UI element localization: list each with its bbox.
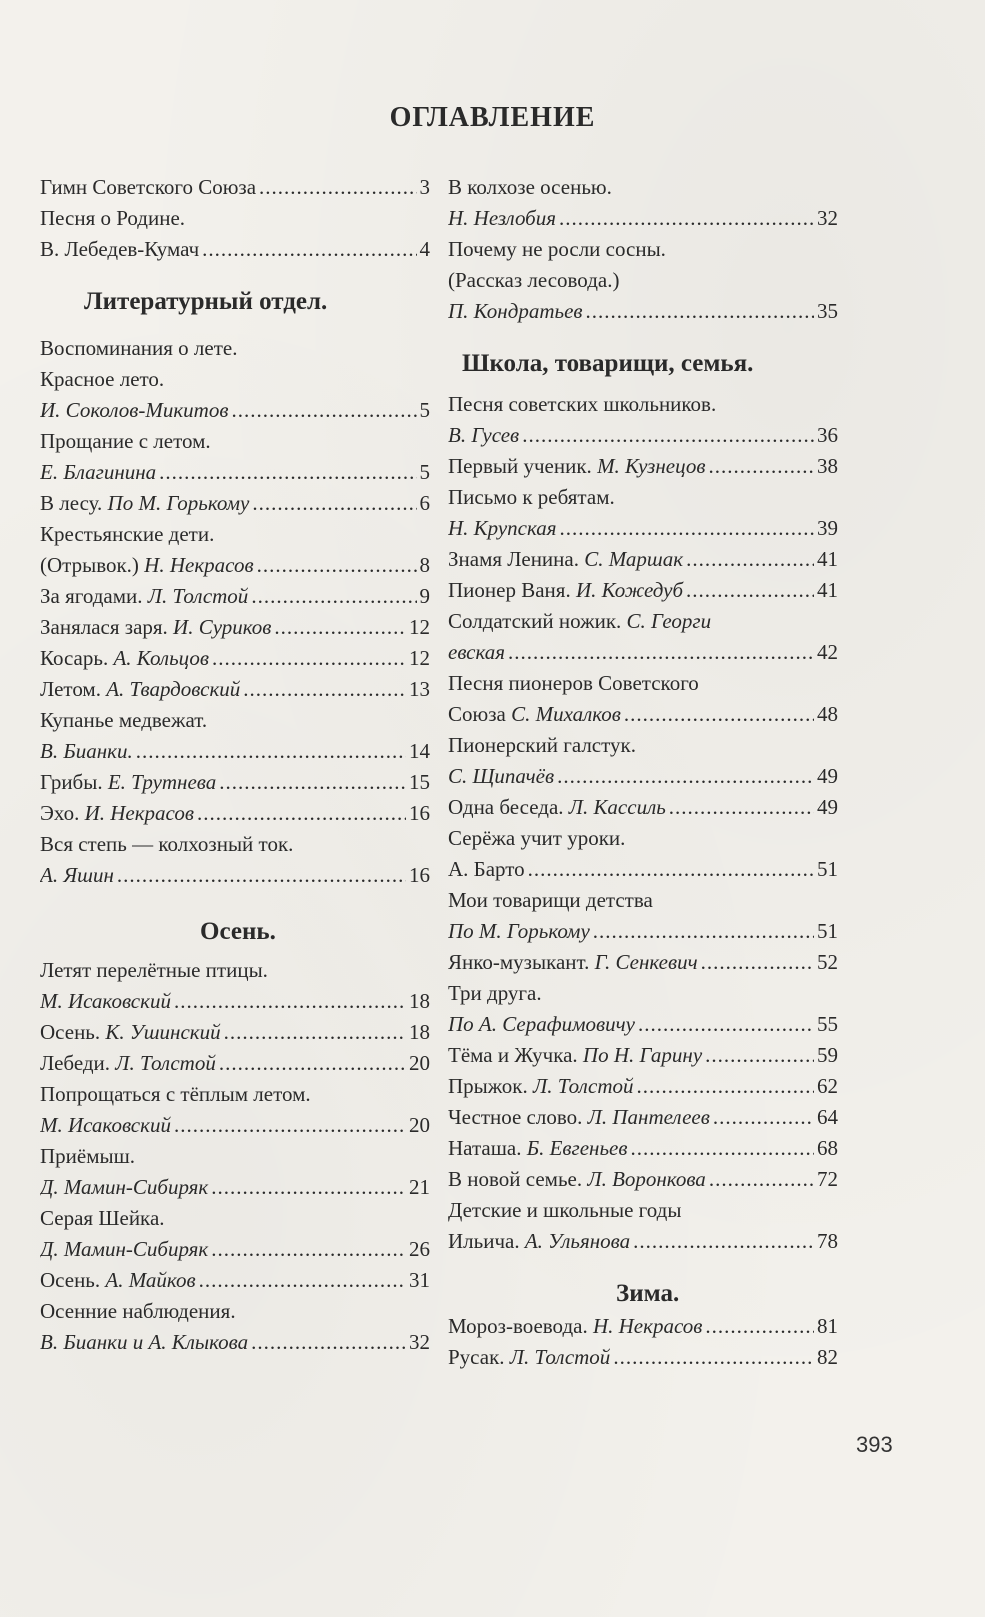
page-ref: 5 xyxy=(419,398,430,422)
dot-leader xyxy=(136,736,406,767)
toc-title-line: Прощание с летом. xyxy=(40,429,211,453)
dot-leader xyxy=(211,1234,406,1265)
dot-leader xyxy=(713,1102,814,1133)
toc-entry: В новой семье. Л. Воронкова ..... 72 xyxy=(448,1164,838,1195)
dot-leader xyxy=(586,296,814,327)
toc-title-line: Почему не росли сосны. xyxy=(448,237,666,261)
toc-entry: Н. Крупская ..... 39 xyxy=(448,513,838,544)
toc-entry: Честное слово. Л. Пантелеев ..... 64 xyxy=(448,1102,838,1133)
toc-entry: С. Щипачёв ..... 49 xyxy=(448,761,838,792)
toc-entry: Лебеди. Л. Толстой ..... 20 xyxy=(40,1048,430,1079)
toc-title-line: Красное лето. xyxy=(40,367,165,391)
section-heading-winter: Зима. xyxy=(616,1280,680,1307)
page-ref: 35 xyxy=(817,299,838,323)
toc-title-line: Пионерский галстук. xyxy=(448,733,636,757)
dot-leader xyxy=(251,1327,406,1358)
toc-entry: А. Барто ..... 51 xyxy=(448,854,838,885)
dot-leader xyxy=(528,854,814,885)
toc-entry: Н. Незлобия ..... 32 xyxy=(448,203,838,234)
dot-leader xyxy=(705,1040,814,1071)
page-ref: 68 xyxy=(817,1136,838,1160)
page-ref: 42 xyxy=(817,640,838,664)
toc-entry: И. Соколов-Микитов ..... 5 xyxy=(40,395,430,426)
page-ref: 8 xyxy=(419,553,430,577)
page-ref: 82 xyxy=(817,1345,838,1369)
toc-title-line: Песня советских школьников. xyxy=(448,392,717,416)
page-number: 393 xyxy=(856,1432,893,1457)
toc-right-column xyxy=(448,172,838,1373)
dot-leader xyxy=(251,581,416,612)
page-ref: 32 xyxy=(817,206,838,230)
toc-title-line: Крестьянские дети. xyxy=(40,522,215,546)
page-ref: 64 xyxy=(817,1105,838,1129)
dot-leader xyxy=(219,767,406,798)
page-ref: 72 xyxy=(817,1167,838,1191)
page-ref: 15 xyxy=(409,770,430,794)
toc-entry: Осень. А. Майков ..... 31 xyxy=(40,1265,430,1296)
page-ref: 55 xyxy=(817,1012,838,1036)
dot-leader xyxy=(212,643,406,674)
page-ref: 31 xyxy=(409,1268,430,1292)
section-heading-literary: Литературный отдел. xyxy=(84,288,328,315)
toc-entry: Косарь. А. Кольцов ..... 12 xyxy=(40,643,430,674)
toc-title-line: Песня о Родине. xyxy=(40,206,186,230)
toc-left-column xyxy=(40,172,430,1358)
toc-title-line: В колхозе осенью. xyxy=(448,175,612,199)
page-ref: 39 xyxy=(817,516,838,540)
page-ref: 12 xyxy=(409,646,430,670)
toc-entry: Грибы. Е. Трутнева ..... 15 xyxy=(40,767,430,798)
page-ref: 59 xyxy=(817,1043,838,1067)
page-ref: 16 xyxy=(409,863,430,887)
toc-entry: Гимн Советского Союза ..... 3 xyxy=(40,172,430,203)
page-ref: 3 xyxy=(419,175,430,199)
section-heading-school: Школа, товарищи, семья. xyxy=(462,350,754,377)
page-ref: 18 xyxy=(409,989,430,1013)
toc-entry: Осень. К. Ушинский ..... 18 xyxy=(40,1017,430,1048)
toc-title-line: Попрощаться с тёплым летом. xyxy=(40,1082,311,1106)
toc-title-line: Серая Шейка. xyxy=(40,1206,165,1230)
page-ref: 13 xyxy=(409,677,430,701)
page-title: ОГЛАВЛЕНИЕ xyxy=(389,102,596,133)
page-ref: 51 xyxy=(817,857,838,881)
dot-leader xyxy=(638,1009,814,1040)
toc-entry: Знамя Ленина. С. Маршак ..... 41 xyxy=(448,544,838,575)
dot-leader xyxy=(686,575,814,606)
dot-leader xyxy=(593,916,814,947)
page-ref: 32 xyxy=(409,1330,430,1354)
toc-entry: М. Исаковский ..... 18 xyxy=(40,986,430,1017)
toc-title-line: Серёжа учит уроки. xyxy=(448,826,626,850)
dot-leader xyxy=(705,1311,814,1342)
dot-leader xyxy=(624,699,814,730)
toc-entry: Е. Благинина ..... 5 xyxy=(40,457,430,488)
page-ref: 14 xyxy=(409,739,430,763)
toc-entry: П. Кондратьев ..... 35 xyxy=(448,296,838,327)
dot-leader xyxy=(224,1017,406,1048)
page-ref: 38 xyxy=(817,454,838,478)
toc-entry: евская ..... 42 xyxy=(448,637,838,668)
toc-entry: Эхо. И. Некрасов ..... 16 xyxy=(40,798,430,829)
toc-entry: (Отрывок.) Н. Некрасов ..... 8 xyxy=(40,550,430,581)
page-ref: 16 xyxy=(409,801,430,825)
page-ref: 6 xyxy=(419,491,430,515)
toc-title-line: Воспоминания о лете. xyxy=(40,336,238,360)
page-ref: 4 xyxy=(419,237,430,261)
page-ref: 41 xyxy=(817,578,838,602)
toc-entry: Русак. Л. Толстой ..... 82 xyxy=(448,1342,838,1373)
toc-title-line: Приёмыш. xyxy=(40,1144,136,1168)
dot-leader xyxy=(211,1172,406,1203)
dot-leader xyxy=(159,457,416,488)
page-ref: 20 xyxy=(409,1051,430,1075)
dot-leader xyxy=(252,488,416,519)
toc-entry: В лесу. По М. Горькому ..... 6 xyxy=(40,488,430,519)
toc-entry: М. Исаковский ..... 20 xyxy=(40,1110,430,1141)
page-ref: 12 xyxy=(409,615,430,639)
toc-entry: Первый ученик. М. Кузнецов ..... 38 xyxy=(448,451,838,482)
dot-leader xyxy=(202,234,416,265)
toc-entry: Занялася заря. И. Суриков ..... 12 xyxy=(40,612,430,643)
page-ref: 52 xyxy=(817,950,838,974)
page-ref: 49 xyxy=(817,764,838,788)
toc-title-line: Осенние наблюдения. xyxy=(40,1299,236,1323)
page-ref: 41 xyxy=(817,547,838,571)
page-ref: 18 xyxy=(409,1020,430,1044)
toc-title-line: Солдатский ножик. С. Георги xyxy=(448,609,712,633)
toc-entry: В. Лебедев-Кумач ..... 4 xyxy=(40,234,430,265)
toc-title-line: Три друга. xyxy=(448,981,542,1005)
toc-entry: В. Гусев ..... 36 xyxy=(448,420,838,451)
dot-leader xyxy=(508,637,814,668)
dot-leader xyxy=(613,1342,814,1373)
dot-leader xyxy=(709,1164,814,1195)
dot-leader xyxy=(197,798,406,829)
dot-leader xyxy=(522,420,814,451)
toc-entry: В. Бианки и А. Клыкова ..... 32 xyxy=(40,1327,430,1358)
toc-entry: Летом. А. Твардовский ..... 13 xyxy=(40,674,430,705)
dot-leader xyxy=(117,860,406,891)
page-ref: 21 xyxy=(409,1175,430,1199)
toc-entry: Тёма и Жучка. По Н. Гарину ..... 59 xyxy=(448,1040,838,1071)
toc-entry: Прыжок. Л. Толстой ..... 62 xyxy=(448,1071,838,1102)
page-ref: 9 xyxy=(419,584,430,608)
toc-entry: Д. Мамин-Сибиряк ..... 26 xyxy=(40,1234,430,1265)
toc-entry: Одна беседа. Л. Кассиль ..... 49 xyxy=(448,792,838,823)
page-ref: 36 xyxy=(817,423,838,447)
dot-leader xyxy=(557,761,814,792)
page-ref: 51 xyxy=(817,919,838,943)
toc-title-line: Купанье медвежат. xyxy=(40,708,208,732)
toc-entry: Пионер Ваня. И. Кожедуб ..... 41 xyxy=(448,575,838,606)
dot-leader xyxy=(686,544,814,575)
dot-leader xyxy=(559,203,814,234)
toc-title-line: Вся степь — колхозный ток. xyxy=(40,832,294,856)
page-ref: 81 xyxy=(817,1314,838,1338)
toc-entry: Союза С. Михалков ..... 48 xyxy=(448,699,838,730)
dot-leader xyxy=(199,1265,406,1296)
toc-entry: За ягодами. Л. Толстой ..... 9 xyxy=(40,581,430,612)
dot-leader xyxy=(708,451,814,482)
toc-entry: Ильича. А. Ульянова ..... 78 xyxy=(448,1226,838,1257)
toc-entry: По А. Серафимовичу ..... 55 xyxy=(448,1009,838,1040)
toc-title-line: Мои товарищи детства xyxy=(448,888,653,912)
dot-leader xyxy=(231,395,416,426)
page-ref: 5 xyxy=(419,460,430,484)
section-heading-autumn: Осень. xyxy=(200,918,276,945)
toc-entry: В. Бианки. ..... 14 xyxy=(40,736,430,767)
dot-leader xyxy=(630,1133,814,1164)
dot-leader xyxy=(219,1048,406,1079)
page-ref: 20 xyxy=(409,1113,430,1137)
page-ref: 78 xyxy=(817,1229,838,1253)
page-ref: 62 xyxy=(817,1074,838,1098)
toc-title-line: (Рассказ лесовода.) xyxy=(448,268,620,292)
dot-leader xyxy=(257,550,417,581)
toc-entry: Д. Мамин-Сибиряк ..... 21 xyxy=(40,1172,430,1203)
dot-leader xyxy=(633,1226,814,1257)
toc-title-line: Письмо к ребятам. xyxy=(448,485,615,509)
dot-leader xyxy=(259,172,416,203)
dot-leader xyxy=(243,674,406,705)
page-ref: 26 xyxy=(409,1237,430,1261)
toc-entry: Мороз-воевода. Н. Некрасов ..... 81 xyxy=(448,1311,838,1342)
toc-title-line: Песня пионеров Советского xyxy=(448,671,699,695)
dot-leader xyxy=(274,612,406,643)
dot-leader xyxy=(174,986,406,1017)
page-ref: 48 xyxy=(817,702,838,726)
dot-leader xyxy=(637,1071,815,1102)
dot-leader xyxy=(701,947,814,978)
dot-leader xyxy=(669,792,814,823)
toc-entry: По М. Горькому ..... 51 xyxy=(448,916,838,947)
page-ref: 49 xyxy=(817,795,838,819)
toc-title-line: Летят перелётные птицы. xyxy=(40,958,268,982)
toc-entry: А. Яшин ..... 16 xyxy=(40,860,430,891)
toc-entry: Наташа. Б. Евгеньев ..... 68 xyxy=(448,1133,838,1164)
toc-entry: Янко-музыкант. Г. Сенкевич ..... 52 xyxy=(448,947,838,978)
toc-title-line: Детские и школьные годы xyxy=(448,1198,682,1222)
dot-leader xyxy=(174,1110,406,1141)
dot-leader xyxy=(560,513,814,544)
